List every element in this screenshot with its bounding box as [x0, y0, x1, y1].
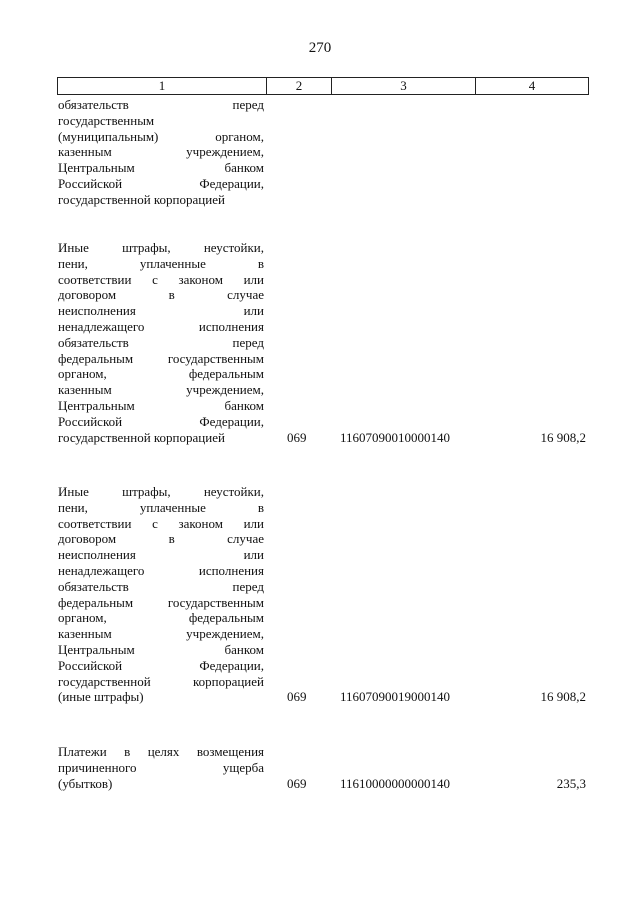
description-line: договором в случае — [58, 287, 264, 303]
row-code: 069 — [287, 689, 307, 705]
description-line: государственной корпорацией — [58, 191, 225, 207]
table-header-row — [57, 77, 589, 95]
description-line: Иные штрафы, неустойки, — [58, 484, 264, 499]
row-description — [58, 744, 264, 791]
description-line: неисполнения или — [58, 303, 264, 319]
description-line: причиненного ущерба — [58, 759, 264, 775]
description-line: пени, уплаченные в — [58, 255, 264, 271]
description-line: Российской Федерации, — [58, 413, 264, 429]
table-row — [58, 744, 590, 791]
page-number: 270 — [308, 40, 332, 56]
description-line: органом, федеральным — [58, 610, 264, 626]
description-line: государственной корпорацией — [58, 673, 264, 689]
description-line: казенным учреждением, — [58, 382, 264, 398]
description-line: обязательств перед — [58, 97, 264, 112]
description-line: Иные штрафы, неустойки, — [58, 240, 264, 255]
row-description — [58, 97, 264, 208]
description-line: Российской Федерации, — [58, 657, 264, 673]
row-code: 069 — [287, 775, 307, 791]
description-line: государственным — [58, 112, 155, 128]
description-line: органом, федеральным — [58, 366, 264, 382]
row-kbk: 11610000000000140 — [340, 775, 451, 791]
description-line: обязательств перед — [58, 578, 264, 594]
table-row — [58, 97, 590, 208]
description-line: казенным учреждением, — [58, 144, 264, 160]
description-line: соответствии с законом или — [58, 515, 264, 531]
header-col-3: 3 — [332, 78, 476, 94]
header-col-2: 2 — [267, 78, 332, 94]
description-line: (иные штрафы) — [58, 689, 144, 705]
description-line: ненадлежащего исполнения — [58, 562, 264, 578]
description-line: федеральным государственным — [58, 350, 264, 366]
row-kbk: 11607090010000140 — [340, 429, 451, 445]
description-line: государственной корпорацией — [58, 429, 225, 445]
description-line: казенным учреждением, — [58, 626, 264, 642]
description-line: Центральным банком — [58, 641, 264, 657]
description-line: (муниципальным) органом, — [58, 128, 264, 144]
row-sum: 16 908,2 — [540, 429, 586, 445]
row-sum: 235,3 — [556, 775, 586, 791]
row-sum: 16 908,2 — [540, 689, 586, 705]
table-row — [58, 484, 590, 705]
description-line: Центральным банком — [58, 160, 264, 176]
header-col-4: 4 — [528, 78, 536, 93]
description-line: Платежи в целях возмещения — [58, 744, 264, 759]
description-line: пени, уплаченные в — [58, 499, 264, 515]
description-line: соответствии с законом или — [58, 271, 264, 287]
description-line: договором в случае — [58, 531, 264, 547]
description-line: федеральным государственным — [58, 594, 264, 610]
description-line: неисполнения или — [58, 547, 264, 563]
row-code: 069 — [287, 429, 307, 445]
row-description — [58, 240, 264, 445]
row-kbk: 11607090019000140 — [340, 689, 451, 705]
description-line: Центральным банком — [58, 397, 264, 413]
description-line: Российской Федерации, — [58, 175, 264, 191]
table-row — [58, 240, 590, 445]
row-description — [58, 484, 264, 705]
description-line: (убытков) — [58, 775, 113, 791]
description-line: обязательств перед — [58, 334, 264, 350]
description-line: ненадлежащего исполнения — [58, 318, 264, 334]
header-col-1: 1 — [58, 78, 267, 94]
